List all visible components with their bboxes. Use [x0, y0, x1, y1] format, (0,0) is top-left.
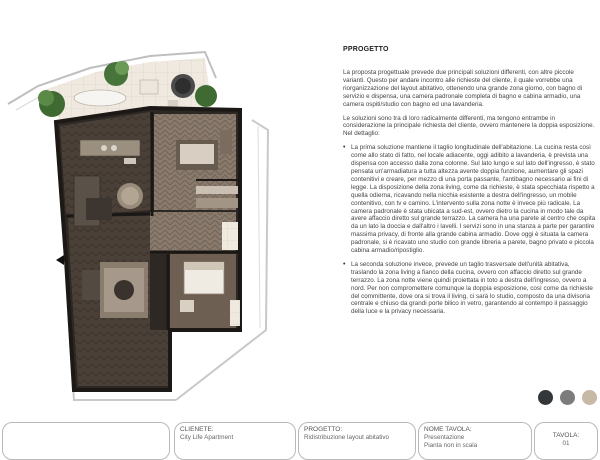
description-column — [343, 46, 597, 322]
swatch-grey — [560, 390, 575, 405]
swatch-dark — [538, 390, 553, 405]
swatch-beige — [582, 390, 597, 405]
project-value: Ridistribuzione layout abitativo — [304, 434, 390, 441]
title-block — [0, 420, 600, 460]
floor-plan-image — [0, 0, 320, 420]
footer-box-project — [298, 422, 416, 460]
footer-box-sheet-number — [534, 422, 598, 460]
paragraph-solutions: Le soluzioni sono tra di loro radicalmente differenti, ma tengono entrambe in considerazione la principale richiesta del cliente, ovvero mantenere la doppia esposizione. Nel dettaglio: — [343, 114, 595, 138]
sheet-name-value-2: Pianta non in scala — [424, 442, 478, 449]
paragraph-intro: La proposta progettuale prevede due principali soluzioni differenti, con altre piccole varianti. Questo per andare incontro alle richieste del cliente, il quale vorrebbe una riorganizzazione del layout abitativo, ottenendo una grande zona giorno, con bagno di servizio e dispensa, una camera padronale completa di bagno e cabina armadio, una camera ospiti/studio con bagno ed una lavanderia. — [343, 69, 583, 108]
section-heading: PPROGETTO — [343, 46, 389, 53]
paragraph-first-solution: • La prima soluzione mantiene il taglio longitudinale dell'abitazione. La cucina resta così come allo stato di fatto, nel locale adiacente, oggi adibito a lavanderia, è prevista una dispensa con accesso dalla zona colonne. Sul lato lungo e sul lato dell'ingresso, è stato pensata un'armadiatura a tutta altezza avente doppia funzione, aumentare gli spazi contenitivi e creare, per mezzo di una porta passante, l'antibagno necessario ai fini di legge. La disposizione della zona living, come da richieste, è stata specchiata rispetto a quella odierna, ricavando nella nicchia esistente a destra dell'ingresso, un mobile contenitivo, con tv e camino. L'intervento sulla zona notte è invece più radicale. La camera padronale è stata ubicata a sud-est, ovvero dietro la cucina in modo tale da avere affaccio diretto sul grande terrazzo. La camera ha una parete al centro che ospita da un lato la doccia e dall'altro i lavelli. I servizi sono in una stanza a parte per garantire massima privacy, di fronte alla grande cabina armadio. Dove oggi è situata la camera padronale, si è ricavato uno studio con grande libreria a parete, bagno privato e piccola cabina armadio/ripostiglio. — [343, 144, 597, 255]
footer-box-client — [174, 422, 296, 460]
project-label: PROGETTO: — [304, 426, 343, 433]
paragraph-second-solution: • La seconda soluzione invece, prevede un taglio trasversale dell'unità abitativa, traslando la zona living a fianco della cucina, ovvero con affaccio diretto sul grande terrazzo. La zona notte viene quindi proiettata in toto a destra dell'ingresso, ovvero a nord. Per non compromettere comunque la doppia esposizione, così come da richieste del committente, dove ora si trova il living, ci sarà lo studio, composto da una divisoria centrale e chiuso da grandi porte bilico in vetro, garantendo al contempo il passaggio della luce e la privacy necessaria. — [343, 261, 597, 316]
sheet-label: TAVOLA: — [552, 432, 580, 439]
footer-box-logo — [2, 422, 170, 460]
material-swatches — [536, 390, 600, 408]
sheet-name-label: NOME TAVOLA: — [424, 426, 472, 433]
sheet-name-value-1: Presentazione — [424, 434, 465, 441]
client-value: City Life Apartment — [180, 434, 234, 441]
footer-box-sheet-name — [418, 422, 532, 460]
client-label: CLIENETE: — [180, 426, 214, 433]
sheet-value: 01 — [562, 440, 570, 447]
